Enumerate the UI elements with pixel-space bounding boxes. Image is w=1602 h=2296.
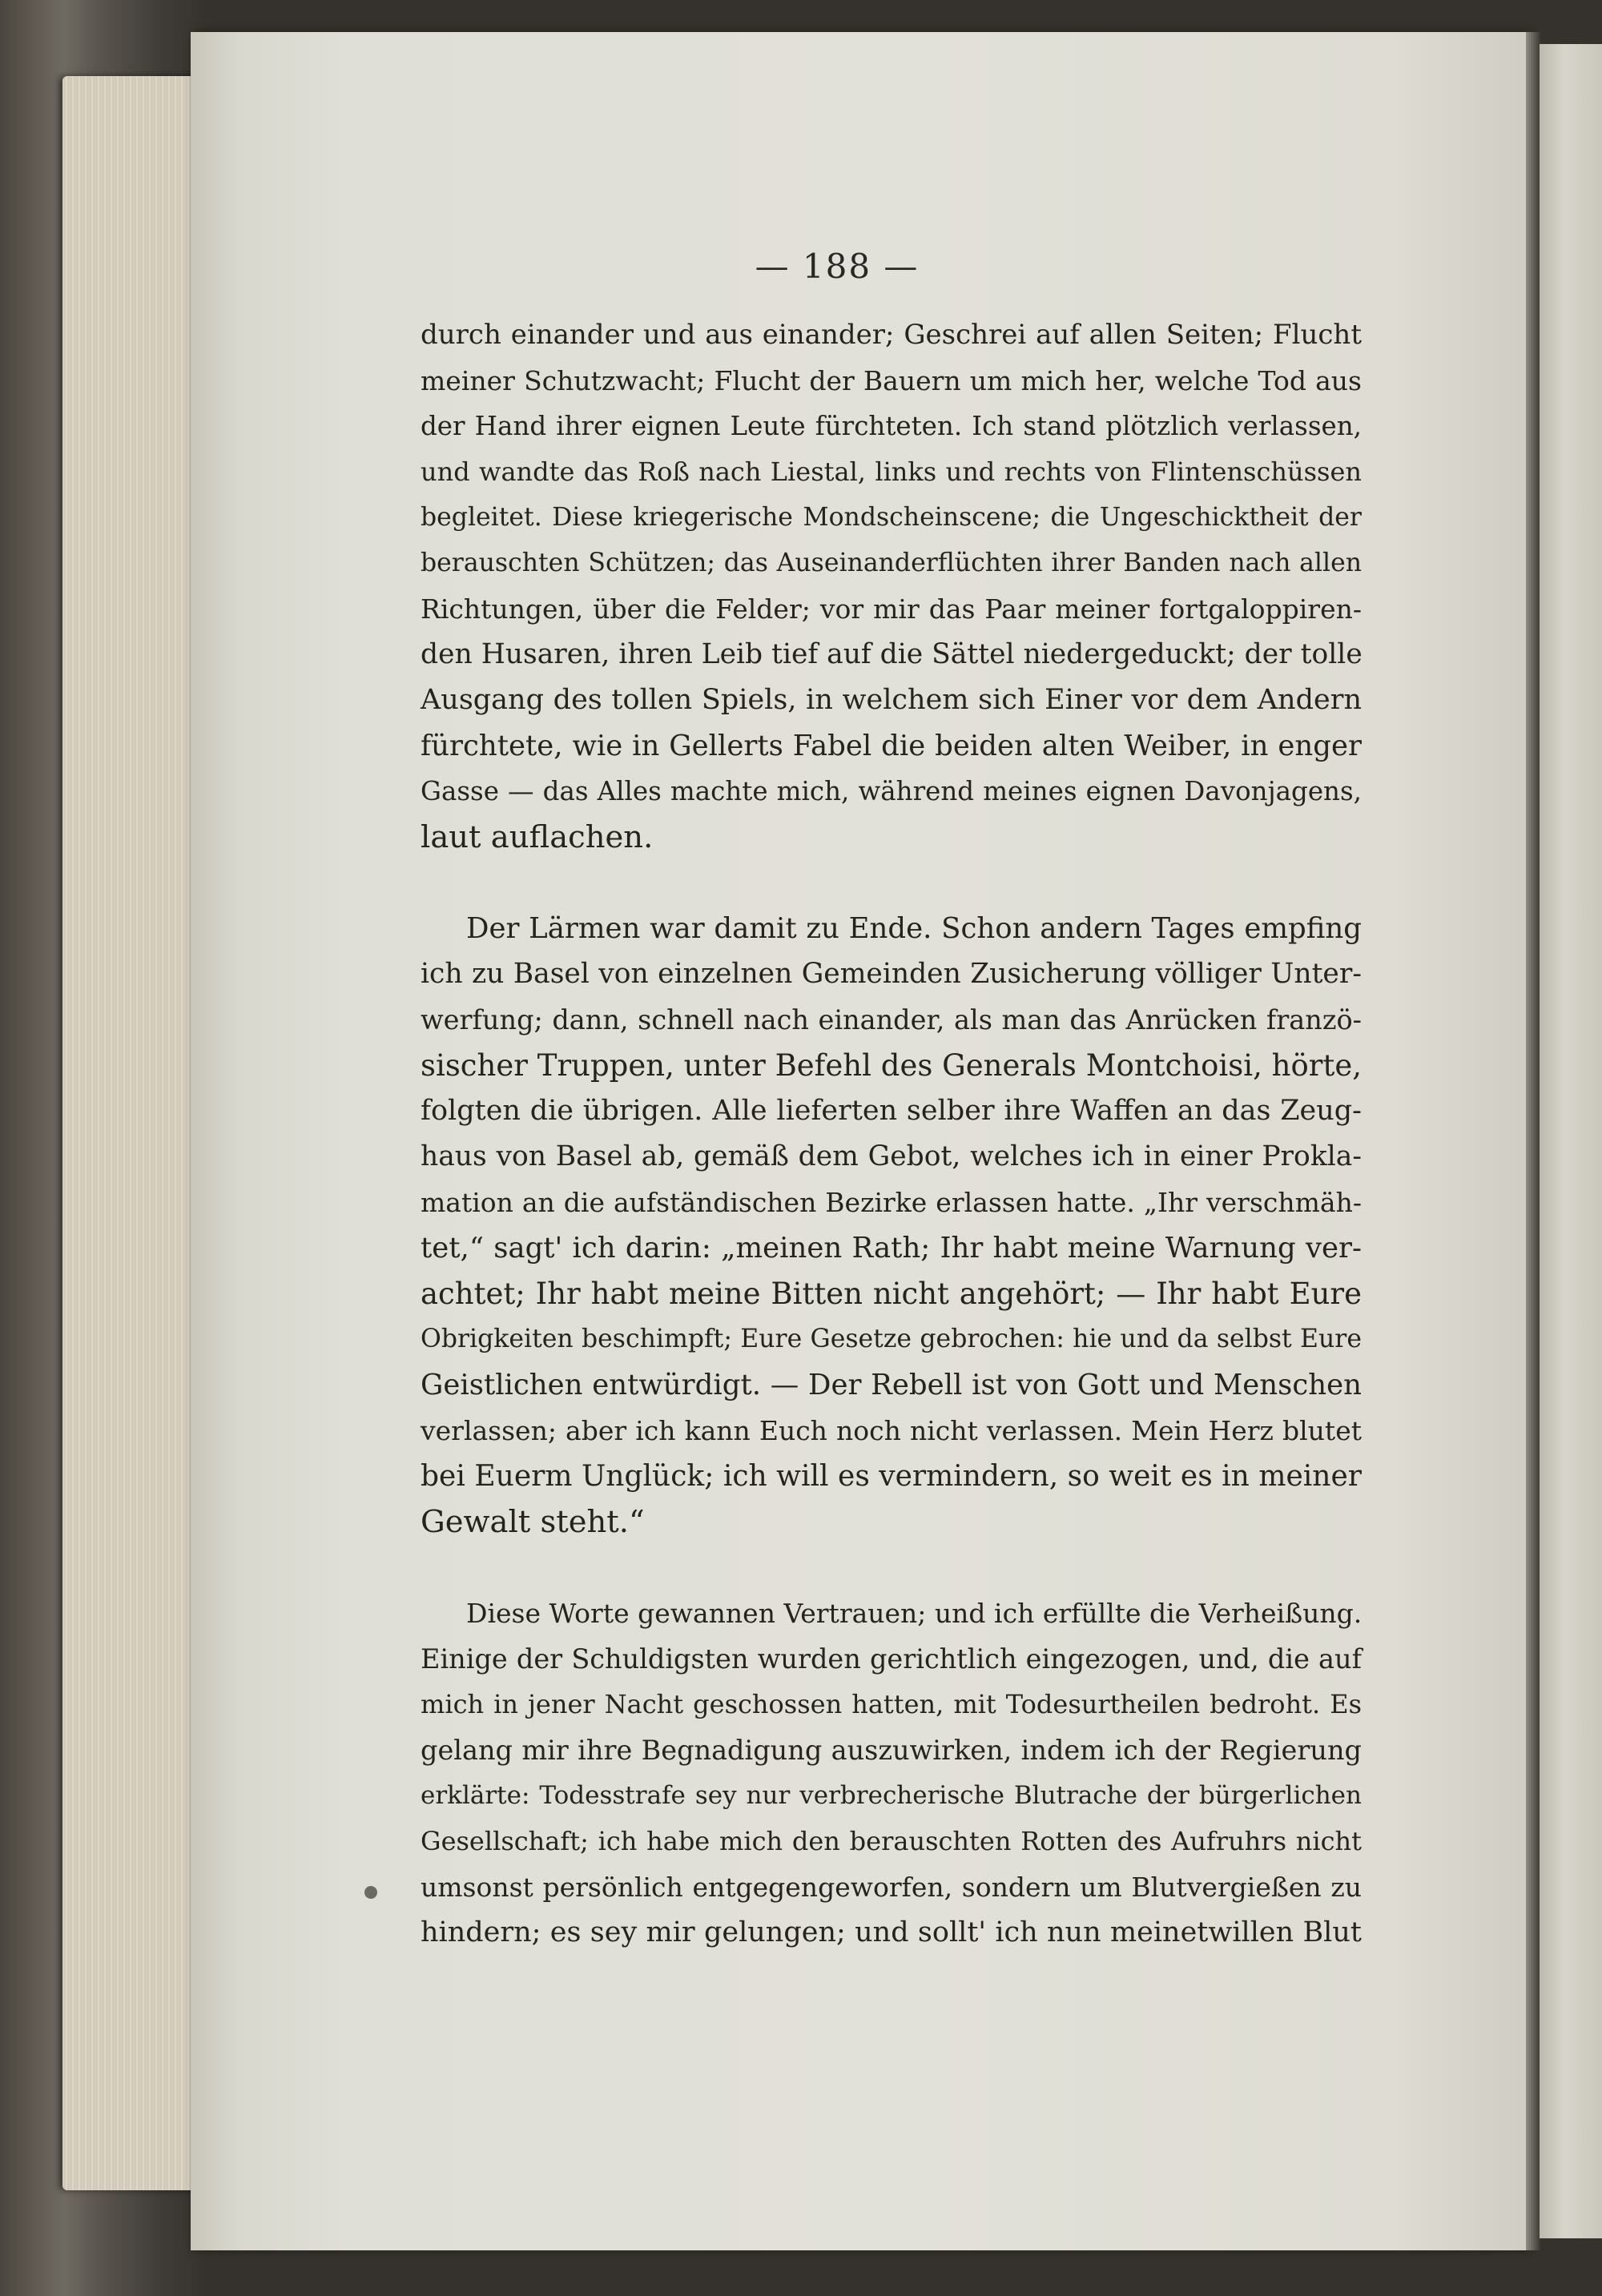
text-line: achtet; Ihr habt meine Bitten nicht angehört; — Ihr habt Eure — [421, 1277, 1362, 1311]
text-line: Der Lärmen war damit zu Ende. Schon andern Tages empfing — [466, 912, 1362, 945]
text-line: folgten die übrigen. Alle lieferten selber ihre Waffen an das Zeug- — [421, 1095, 1362, 1127]
text-line: mich in jener Nacht geschossen hatten, mit Todesurtheilen bedroht. Es — [421, 1689, 1362, 1719]
paragraph-1 — [421, 312, 1362, 860]
text-line: und wandte das Roß nach Liestal, links und rechts von Flintenschüssen — [421, 456, 1362, 487]
paragraph-2 — [421, 906, 1362, 1545]
next-page-edge — [1540, 44, 1602, 2238]
text-line: Gewalt steht.“ — [421, 1504, 645, 1540]
text-block — [421, 312, 1362, 1956]
page-edges — [62, 76, 199, 2190]
page-number — [0, 247, 1602, 286]
text-line: Einige der Schuldigsten wurden gerichtlich eingezogen, und, die auf — [421, 1643, 1362, 1675]
text-line: haus von Basel ab, gemäß dem Gebot, welches ich in einer Prokla- — [421, 1140, 1362, 1172]
text-line: mation an die aufständischen Bezirke erlassen hatte. „Ihr verschmäh- — [421, 1187, 1362, 1218]
page-number-text: — 188 — — [755, 247, 920, 286]
text-line: Ausgang des tollen Spiels, in welchem sich Einer vor dem Andern — [421, 684, 1362, 716]
text-line: Geistlichen entwürdigt. — Der Rebell ist von Gott und Menschen — [421, 1369, 1362, 1401]
text-line: Gesellschaft; ich habe mich den berauschten Rotten des Aufruhrs nicht — [421, 1826, 1362, 1856]
text-line: den Husaren, ihren Leib tief auf die Sättel niedergeduckt; der tolle — [421, 638, 1363, 670]
text-line: durch einander und aus einander; Geschrei auf allen Seiten; Flucht — [421, 319, 1362, 351]
text-line: Gasse — das Alles machte mich, während meines eignen Davonjagens, — [421, 776, 1362, 806]
text-line: Diese Worte gewannen Vertrauen; und ich erfüllte die Verheißung. — [466, 1598, 1363, 1629]
text-line: laut auflachen. — [421, 819, 654, 855]
text-line: Obrigkeiten beschimpft; Eure Gesetze gebrochen: hie und da selbst Eure — [421, 1325, 1362, 1353]
text-line: der Hand ihrer eignen Leute fürchteten. Ich stand plötzlich verlassen, — [421, 411, 1362, 441]
text-line: werfung; dann, schnell nach einander, als man das Anrücken franzö- — [421, 1004, 1362, 1035]
text-line: begleitet. Diese kriegerische Mondscheinscene; die Ungeschicktheit der — [421, 503, 1362, 532]
text-line: sischer Truppen, unter Befehl des Generals Montchoisi, hörte, — [421, 1048, 1362, 1083]
text-line: erklärte: Todesstrafe sey nur verbrecherische Blutrache der bürgerlichen — [421, 1781, 1362, 1810]
text-line: hindern; es sey mir gelungen; und sollt' ich nun meinetwillen Blut — [421, 1916, 1362, 1948]
text-line: verlassen; aber ich kann Euch noch nicht verlassen. Mein Herz blutet — [421, 1415, 1362, 1446]
text-line: bei Euerm Unglück; ich will es vermindern, so weit es in meiner — [421, 1460, 1362, 1493]
text-line: umsonst persönlich entgegengeworfen, sondern um Blutvergießen zu — [421, 1872, 1362, 1903]
binding-gutter — [1526, 32, 1540, 2250]
text-line: berauschten Schützen; das Auseinanderflüchten ihrer Banden nach allen — [421, 549, 1362, 577]
text-line: gelang mir ihre Begnadigung auszuwirken, indem ich der Regierung — [421, 1735, 1362, 1766]
text-line: Richtungen, über die Felder; vor mir das Paar meiner fortgaloppiren- — [421, 593, 1362, 625]
paragraph-3 — [421, 1590, 1362, 1956]
text-line: meiner Schutzwacht; Flucht der Bauern um mich her, welche Tod aus — [421, 365, 1362, 396]
text-line: fürchtete, wie in Gellerts Fabel die beiden alten Weiber, in enger — [421, 730, 1362, 762]
text-line: tet,“ sagt' ich darin: „meinen Rath; Ihr habt meine Warnung ver- — [421, 1232, 1362, 1265]
text-line: ich zu Basel von einzelnen Gemeinden Zusicherung völliger Unter- — [421, 958, 1362, 990]
